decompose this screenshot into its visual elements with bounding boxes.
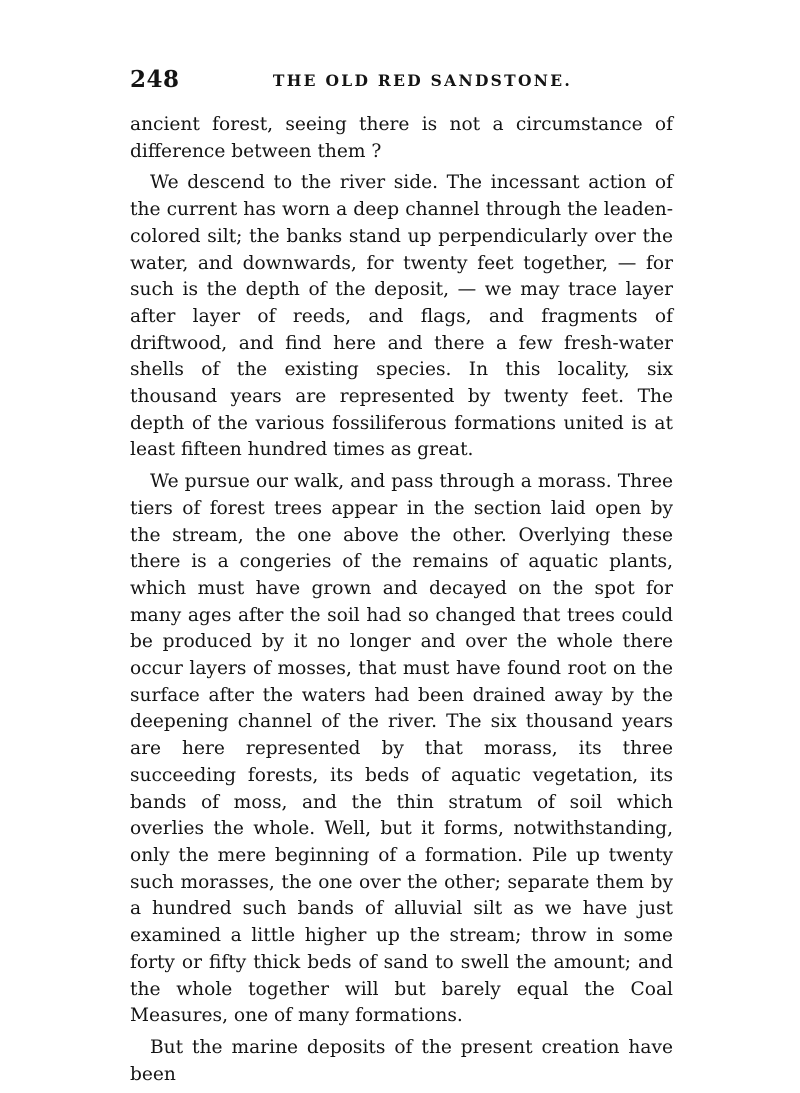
paragraph: We pursue our walk, and pass through a morass. Three tiers of forest trees appear in the section laid open by the stream, the one above the other. Overlying these there is a congeries of the remains of aquatic plants, which must have grown and decayed on the spot for many ages after the soil had so changed that trees could be produced by it no longer and over the whole there occur layers of mosses, that must have found root on the surface after the waters had been drained away by the deepening channel of the river. The six thousand years are here represented by that morass, its three succeeding forests, its beds of aquatic vegetation, its bands of moss, and the thin stratum of soil which overlies the whole. Well, but it forms, notwithstanding, only the mere beginning of a formation. Pile up twenty such morasses, the one over the other; separate them by a hundred such bands of alluvial silt as we have just examined a little higher up the stream; throw in some forty or fifty thick beds of sand to swell the amount; and the whole together will but barely equal the Coal Measures, one of many formations.: [130, 471, 673, 1027]
paragraph: We descend to the river side. The incessant action of the current has worn a deep channel through the leaden-colored silt; the banks stand up perpendicularly over the water, and downwards, for twenty feet together, — for such is the depth of the deposit, — we may trace layer after layer of reeds, and flags, and fragments of driftwood, and find here and there a few fresh-water shells of the existing species. In this locality, six thousand years are represented by twenty feet. The depth of the various fossiliferous formations united is at least fifteen hundred times as great.: [130, 172, 673, 461]
running-head: [130, 66, 675, 96]
body-text: [130, 112, 673, 1093]
running-title: THE OLD RED SANDSTONE.: [272, 71, 573, 90]
paragraph-truncated: But the marine deposits of the present creation have been: [130, 1036, 673, 1085]
page-number: 248: [130, 66, 180, 93]
paragraph-continued: ancient forest, seeing there is not a circumstance of difference between them ?: [130, 114, 673, 162]
